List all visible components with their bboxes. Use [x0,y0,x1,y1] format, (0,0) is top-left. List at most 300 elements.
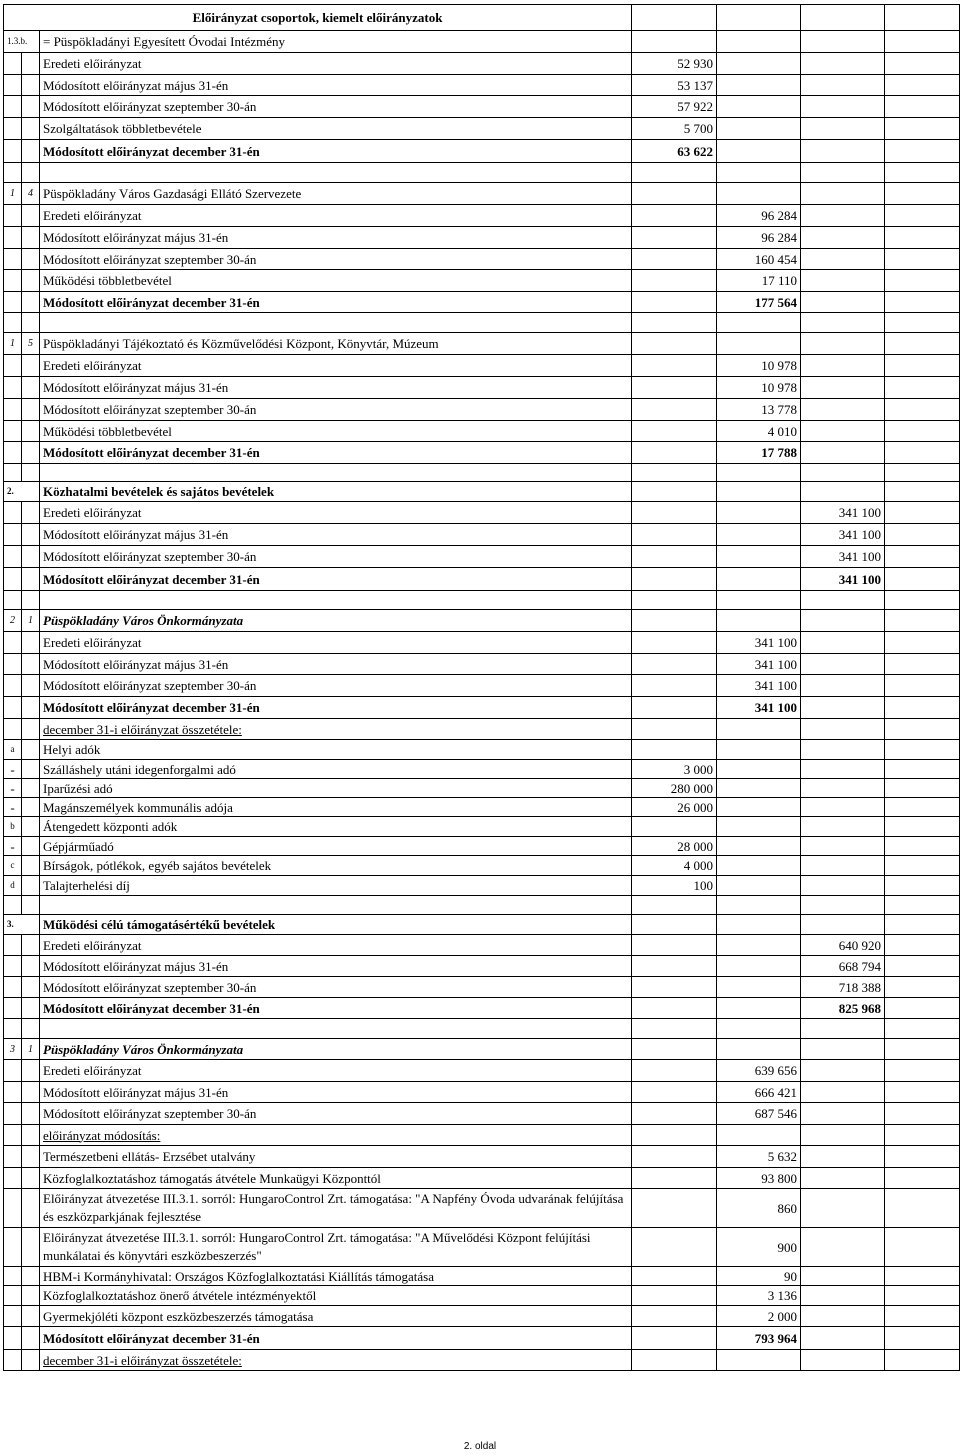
empty-cell [717,163,801,183]
value-row [4,546,960,568]
empty-cell [717,896,801,915]
empty-cell [801,183,885,205]
empty-cell [632,1168,717,1189]
empty-cell [22,1327,40,1350]
amount-cell: 860 [717,1189,801,1228]
amount-cell: 93 800 [717,1168,801,1189]
row-marker [4,270,22,292]
empty-cell [632,998,717,1019]
empty-cell [885,140,960,163]
row-label: Módosított előirányzat december 31-én [40,697,632,719]
amount-cell: 280 000 [632,779,717,798]
amount-cell: 177 564 [717,292,801,313]
value-row [4,1267,960,1286]
empty-cell [632,270,717,292]
row-label: Módosított előirányzat szeptember 30-án [40,249,632,270]
empty-cell [801,675,885,697]
empty-cell [885,163,960,183]
row-marker [4,998,22,1019]
row-marker [4,1267,22,1286]
value-row [4,856,960,876]
empty-cell [717,183,801,205]
amount-cell: 3 000 [632,760,717,779]
row-marker [4,1103,22,1125]
empty-cell [885,896,960,915]
value-row [4,1146,960,1168]
empty-cell [22,798,40,817]
empty-cell [801,896,885,915]
empty-cell [801,31,885,53]
amount-cell: 2 000 [717,1306,801,1327]
amount-cell: 90 [717,1267,801,1286]
row-label: Átengedett központi adók [40,817,632,837]
empty-cell [632,1125,717,1146]
empty-cell [632,333,717,355]
amount-cell: 4 010 [717,421,801,442]
empty-cell [801,1019,885,1039]
row-label: Eredeti előirányzat [40,502,632,524]
empty-cell [22,740,40,760]
row-marker [4,96,22,118]
amount-cell: 96 284 [717,205,801,227]
value-row [4,270,960,292]
empty-cell [717,482,801,502]
empty-cell [717,313,801,333]
empty-cell [632,227,717,249]
value-row [4,654,960,675]
row-subcode: 4 [22,183,40,205]
row-marker [4,1228,22,1267]
empty-cell [885,779,960,798]
row-marker [4,292,22,313]
row-label: Eredeti előirányzat [40,355,632,377]
empty-cell [632,249,717,270]
empty-cell [885,817,960,837]
empty-cell [885,956,960,977]
row-label: Szolgáltatások többletbevétele [40,118,632,140]
value-row [4,1306,960,1327]
empty-cell [885,31,960,53]
empty-cell [801,654,885,675]
empty-cell [717,610,801,632]
blank-row [4,163,960,183]
empty-cell [801,1125,885,1146]
empty-cell [22,1060,40,1082]
value-row [4,1286,960,1306]
value-row [4,96,960,118]
empty-cell [801,779,885,798]
row-marker: - [4,779,22,798]
empty-cell [885,205,960,227]
row-marker [4,140,22,163]
empty-cell [717,1039,801,1060]
empty-cell [22,1103,40,1125]
empty-cell [885,313,960,333]
amount-cell: 5 632 [717,1146,801,1168]
empty-cell [885,1350,960,1371]
row-marker [4,1327,22,1350]
empty-cell [801,1306,885,1327]
empty-cell [885,1039,960,1060]
empty-cell [4,464,22,482]
row-marker [4,442,22,464]
empty-cell [885,1267,960,1286]
empty-cell [632,163,717,183]
empty-cell [4,1019,22,1039]
empty-cell [801,53,885,75]
empty-cell [632,464,717,482]
empty-cell [885,377,960,399]
amount-cell: 3 136 [717,1286,801,1306]
empty-cell [22,856,40,876]
value-row [4,719,960,740]
empty-cell [801,270,885,292]
empty-cell [801,313,885,333]
row-label: Bírságok, pótlékok, egyéb sajátos bevételek [40,856,632,876]
empty-cell [632,1267,717,1286]
empty-cell [717,779,801,798]
row-marker [4,399,22,421]
empty-cell [885,798,960,817]
empty-cell [22,1168,40,1189]
empty-cell [22,817,40,837]
empty-cell [885,1286,960,1306]
empty-cell [885,1103,960,1125]
row-label: Közfoglalkoztatáshoz önerő átvétele intézményektől [40,1286,632,1306]
empty-cell [632,546,717,568]
amount-cell: 640 920 [801,935,885,956]
empty-cell [632,568,717,591]
empty-cell [22,464,40,482]
empty-cell [717,140,801,163]
section-row [4,31,960,53]
row-marker: - [4,798,22,817]
row-marker [4,1306,22,1327]
row-marker [4,956,22,977]
empty-cell [632,502,717,524]
empty-cell [717,591,801,610]
empty-cell [801,227,885,249]
empty-cell [801,1082,885,1103]
row-label: Eredeti előirányzat [40,632,632,654]
empty-cell [885,75,960,96]
row-label: Eredeti előirányzat [40,935,632,956]
value-row [4,1082,960,1103]
value-row [4,355,960,377]
row-label: Iparűzési adó [40,779,632,798]
amount-cell: 793 964 [717,1327,801,1350]
amount-cell: 17 788 [717,442,801,464]
empty-cell [801,1060,885,1082]
row-marker [4,118,22,140]
empty-cell [22,1146,40,1168]
empty-cell [632,292,717,313]
empty-cell [717,977,801,998]
empty-cell [40,163,632,183]
empty-cell [632,956,717,977]
value-row [4,227,960,249]
row-marker [4,377,22,399]
amount-cell: 825 968 [801,998,885,1019]
row-label: Módosított előirányzat május 31-én [40,227,632,249]
empty-cell [885,837,960,856]
empty-cell [801,249,885,270]
value-row [4,1125,960,1146]
row-marker [4,1060,22,1082]
value-row [4,524,960,546]
empty-cell [885,399,960,421]
section-row [4,183,960,205]
empty-cell [22,421,40,442]
blank-row [4,1019,960,1039]
empty-cell [717,464,801,482]
empty-cell [632,313,717,333]
empty-cell [801,837,885,856]
empty-cell [22,876,40,896]
value-row [4,675,960,697]
empty-cell [801,75,885,96]
amount-cell: 52 930 [632,53,717,75]
amount-cell: 341 100 [801,502,885,524]
empty-cell [801,1103,885,1125]
empty-cell [801,205,885,227]
row-label: Talajterhelési díj [40,876,632,896]
row-marker [4,1146,22,1168]
empty-cell [801,355,885,377]
section-name: Püspökladány Város Gazdasági Ellátó Szervezete [40,183,632,205]
blank-row [4,313,960,333]
section-name: Működési célú támogatásértékű bevételek [40,915,632,935]
amount-cell: 160 454 [717,249,801,270]
section-row [4,1039,960,1060]
empty-cell [885,118,960,140]
row-label: Módosított előirányzat szeptember 30-án [40,977,632,998]
empty-cell [717,1350,801,1371]
empty-cell [22,956,40,977]
empty-cell [632,977,717,998]
row-marker: b [4,817,22,837]
empty-cell [22,377,40,399]
empty-cell [632,632,717,654]
empty-cell [885,292,960,313]
value-row [4,1228,960,1267]
empty-cell [885,355,960,377]
empty-cell [22,163,40,183]
empty-cell [801,1267,885,1286]
empty-cell [885,675,960,697]
empty-cell [22,502,40,524]
empty-cell [885,977,960,998]
empty-cell [717,856,801,876]
value-row [4,876,960,896]
row-marker [4,502,22,524]
empty-cell [801,610,885,632]
empty-cell [22,75,40,96]
value-row [4,697,960,719]
empty-cell [22,654,40,675]
empty-cell [717,719,801,740]
empty-cell [632,183,717,205]
empty-cell [885,998,960,1019]
amount-cell: 63 622 [632,140,717,163]
amount-cell: 10 978 [717,355,801,377]
row-marker [4,75,22,96]
empty-cell [632,355,717,377]
section-name: Püspökladányi Tájékoztató és Közművelődési Központ, Könyvtár, Múzeum [40,333,632,355]
empty-cell [801,856,885,876]
empty-cell [801,333,885,355]
empty-cell [885,1019,960,1039]
empty-cell [717,568,801,591]
empty-cell [885,524,960,546]
empty-cell [4,896,22,915]
blank-row [4,896,960,915]
row-label: Módosított előirányzat szeptember 30-án [40,546,632,568]
empty-cell [717,1125,801,1146]
empty-cell [22,935,40,956]
empty-cell [22,524,40,546]
empty-cell [717,118,801,140]
empty-cell [632,1039,717,1060]
row-label: Eredeti előirányzat [40,1060,632,1082]
row-label: HBM-i Kormányhivatal: Országos Közfoglalkoztatási Kiállítás támogatása [40,1267,632,1286]
empty-cell [885,654,960,675]
empty-cell [801,1286,885,1306]
empty-cell [801,1350,885,1371]
amount-cell: 53 137 [632,75,717,96]
empty-cell [22,1286,40,1306]
empty-cell [801,1228,885,1267]
value-row [4,837,960,856]
row-label: december 31-i előirányzat összetétele: [40,1350,632,1371]
value-row [4,118,960,140]
value-row [4,798,960,817]
row-code: 3 [4,1039,22,1060]
row-code: 3. [4,915,40,935]
row-marker [4,546,22,568]
empty-cell [632,1286,717,1306]
amount-cell: 668 794 [801,956,885,977]
value-row [4,1060,960,1082]
value-row [4,442,960,464]
empty-cell [632,896,717,915]
row-marker [4,227,22,249]
row-label: Módosított előirányzat május 31-én [40,377,632,399]
value-row [4,399,960,421]
value-row [4,1189,960,1228]
value-row [4,1103,960,1125]
row-label: Működési többletbevétel [40,421,632,442]
empty-cell [22,546,40,568]
empty-cell [717,915,801,935]
empty-cell [40,1019,632,1039]
value-row [4,1168,960,1189]
empty-cell [717,935,801,956]
empty-cell [885,1125,960,1146]
row-label: Módosított előirányzat szeptember 30-án [40,675,632,697]
budget-table [3,4,960,1371]
empty-cell [22,760,40,779]
row-marker: - [4,837,22,856]
row-subcode: 5 [22,333,40,355]
empty-cell [717,817,801,837]
empty-cell [22,205,40,227]
value-row [4,1327,960,1350]
value-row [4,53,960,75]
empty-cell [632,610,717,632]
amount-cell: 341 100 [801,546,885,568]
row-marker [4,1286,22,1306]
empty-cell [885,249,960,270]
empty-cell [885,1228,960,1267]
amount-cell: 341 100 [717,654,801,675]
empty-cell [885,546,960,568]
row-label: Módosított előirányzat május 31-én [40,654,632,675]
value-row [4,760,960,779]
empty-cell [801,482,885,502]
row-label: Módosított előirányzat szeptember 30-án [40,399,632,421]
blank-row [4,464,960,482]
empty-cell [885,464,960,482]
empty-cell [801,591,885,610]
empty-cell [801,1039,885,1060]
empty-cell [632,421,717,442]
row-marker: d [4,876,22,896]
empty-cell [22,998,40,1019]
empty-cell [885,876,960,896]
empty-cell [801,1327,885,1350]
empty-cell [22,632,40,654]
row-label: Módosított előirányzat május 31-én [40,1082,632,1103]
amount-cell: 96 284 [717,227,801,249]
amount-cell: 28 000 [632,837,717,856]
amount-cell: 26 000 [632,798,717,817]
empty-cell [632,1327,717,1350]
empty-cell [717,798,801,817]
empty-cell [22,1082,40,1103]
empty-cell [22,591,40,610]
empty-cell [801,719,885,740]
empty-cell [632,1019,717,1039]
blank-row [4,591,960,610]
row-code: 1.3.b. [4,31,40,53]
empty-cell [885,1060,960,1082]
empty-cell [885,183,960,205]
empty-cell [22,779,40,798]
row-label: Magánszemélyek kommunális adója [40,798,632,817]
empty-cell [717,546,801,568]
amount-cell: 687 546 [717,1103,801,1125]
amount-cell: 100 [632,876,717,896]
empty-cell [885,740,960,760]
empty-cell [885,96,960,118]
empty-cell [22,249,40,270]
row-marker [4,1189,22,1228]
row-subcode: 1 [22,1039,40,1060]
empty-cell [801,140,885,163]
amount-cell: 341 100 [717,697,801,719]
row-label: Szálláshely utáni idegenforgalmi adó [40,760,632,779]
row-label: Módosított előirányzat május 31-én [40,75,632,96]
section-name: = Püspökladányi Egyesített Óvodai Intézmény [40,31,632,53]
row-marker [4,697,22,719]
empty-cell [632,399,717,421]
empty-cell [885,935,960,956]
row-marker: - [4,760,22,779]
empty-cell [801,1189,885,1228]
value-row [4,998,960,1019]
empty-cell [801,399,885,421]
